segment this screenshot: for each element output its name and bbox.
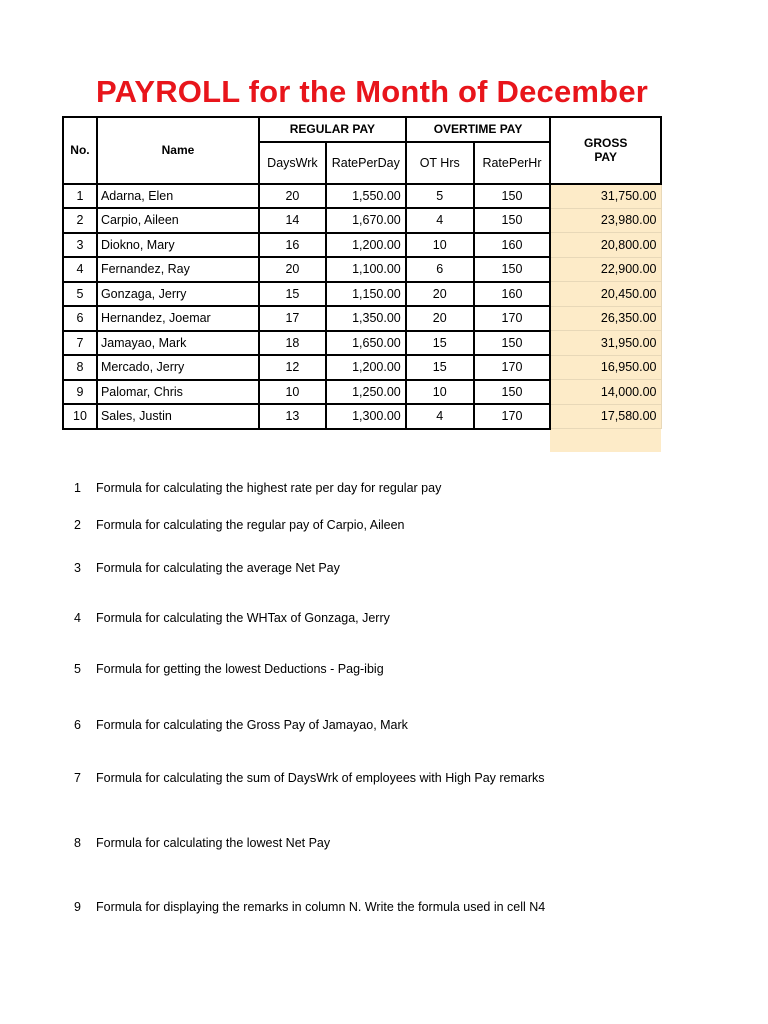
- row-ot-hrs: 10: [406, 233, 474, 258]
- header-rate-per-hr: RatePerHr: [474, 142, 551, 184]
- payroll-table: [62, 116, 662, 452]
- question-number: 6: [74, 718, 81, 732]
- header-ot-hrs: OT Hrs: [406, 142, 474, 184]
- table-row-empty: [63, 429, 661, 452]
- table-row: [63, 184, 661, 209]
- row-name: Hernandez, Joemar: [97, 306, 259, 331]
- row-ot-hrs: 4: [406, 208, 474, 233]
- row-rate-per-day: 1,350.00: [326, 306, 406, 331]
- row-rate-per-hr: 150: [474, 257, 551, 282]
- header-name: Name: [97, 117, 259, 184]
- question-text: Formula for calculating the WHTax of Gonzaga, Jerry: [96, 611, 390, 625]
- row-ot-hrs: 15: [406, 331, 474, 356]
- table-row: [63, 404, 661, 429]
- header-gross-pay: [550, 117, 661, 184]
- row-rate-per-hr: 170: [474, 355, 551, 380]
- row-rate-per-day: 1,200.00: [326, 355, 406, 380]
- question-number: 7: [74, 771, 81, 785]
- row-gross-pay: 17,580.00: [550, 404, 661, 429]
- question-number: 8: [74, 836, 81, 850]
- table-row: [63, 282, 661, 307]
- question-text: Formula for calculating the sum of DaysWrk of employees with High Pay remarks: [96, 771, 545, 785]
- row-name: Sales, Justin: [97, 404, 259, 429]
- row-no: 6: [63, 306, 97, 331]
- row-rate-per-day: 1,650.00: [326, 331, 406, 356]
- question-number: 2: [74, 518, 81, 532]
- empty-cell: [97, 429, 259, 452]
- row-gross-pay: 14,000.00: [550, 380, 661, 405]
- row-days-wrk: 20: [259, 184, 326, 209]
- row-days-wrk: 10: [259, 380, 326, 405]
- row-ot-hrs: 20: [406, 306, 474, 331]
- question-text: Formula for displaying the remarks in column N. Write the formula used in cell N4: [96, 900, 546, 914]
- row-rate-per-day: 1,200.00: [326, 233, 406, 258]
- row-rate-per-hr: 150: [474, 184, 551, 209]
- table-row: [63, 208, 661, 233]
- question-text: Formula for calculating the regular pay of Carpio, Aileen: [96, 518, 405, 532]
- row-rate-per-hr: 170: [474, 404, 551, 429]
- row-ot-hrs: 20: [406, 282, 474, 307]
- row-gross-pay: 20,450.00: [550, 282, 661, 307]
- table-row: [63, 380, 661, 405]
- row-no: 9: [63, 380, 97, 405]
- row-no: 8: [63, 355, 97, 380]
- row-rate-per-day: 1,300.00: [326, 404, 406, 429]
- header-no: No.: [63, 117, 97, 184]
- row-rate-per-hr: 150: [474, 208, 551, 233]
- question-text: Formula for getting the lowest Deductions - Pag-ibig: [96, 662, 384, 676]
- row-name: Jamayao, Mark: [97, 331, 259, 356]
- row-rate-per-day: 1,100.00: [326, 257, 406, 282]
- question-text: Formula for calculating the average Net Pay: [96, 561, 340, 575]
- row-no: 10: [63, 404, 97, 429]
- header-days-wrk: DaysWrk: [259, 142, 326, 184]
- row-rate-per-day: 1,550.00: [326, 184, 406, 209]
- row-name: Gonzaga, Jerry: [97, 282, 259, 307]
- row-rate-per-hr: 150: [474, 380, 551, 405]
- table-row: [63, 331, 661, 356]
- empty-cell: [259, 429, 326, 452]
- header-rate-per-day: RatePerDay: [326, 142, 406, 184]
- question-number: 4: [74, 611, 81, 625]
- row-name: Fernandez, Ray: [97, 257, 259, 282]
- gross-total-cell: [550, 429, 661, 452]
- question-number: 3: [74, 561, 81, 575]
- empty-cell: [63, 429, 97, 452]
- header-overtime-pay: OVERTIME PAY: [406, 117, 551, 142]
- row-gross-pay: 26,350.00: [550, 306, 661, 331]
- question-number: 9: [74, 900, 81, 914]
- row-gross-pay: 16,950.00: [550, 355, 661, 380]
- row-no: 5: [63, 282, 97, 307]
- row-ot-hrs: 10: [406, 380, 474, 405]
- row-gross-pay: 22,900.00: [550, 257, 661, 282]
- question-text: Formula for calculating the lowest Net Pay: [96, 836, 331, 850]
- empty-cell: [326, 429, 406, 452]
- table-row: [63, 355, 661, 380]
- row-name: Adarna, Elen: [97, 184, 259, 209]
- row-rate-per-hr: 160: [474, 282, 551, 307]
- row-name: Mercado, Jerry: [97, 355, 259, 380]
- row-days-wrk: 17: [259, 306, 326, 331]
- row-name: Palomar, Chris: [97, 380, 259, 405]
- row-rate-per-hr: 160: [474, 233, 551, 258]
- row-days-wrk: 12: [259, 355, 326, 380]
- row-rate-per-hr: 150: [474, 331, 551, 356]
- row-days-wrk: 16: [259, 233, 326, 258]
- question-number: 1: [74, 481, 81, 495]
- payroll-rows: [63, 184, 661, 452]
- header-regular-pay: REGULAR PAY: [259, 117, 406, 142]
- row-ot-hrs: 5: [406, 184, 474, 209]
- question-text: Formula for calculating the highest rate per day for regular pay: [96, 481, 442, 495]
- table-row: [63, 233, 661, 258]
- row-name: Carpio, Aileen: [97, 208, 259, 233]
- row-gross-pay: 31,950.00: [550, 331, 661, 356]
- row-days-wrk: 18: [259, 331, 326, 356]
- row-ot-hrs: 4: [406, 404, 474, 429]
- row-rate-per-day: 1,250.00: [326, 380, 406, 405]
- row-name: Diokno, Mary: [97, 233, 259, 258]
- row-no: 3: [63, 233, 97, 258]
- question-text: Formula for calculating the Gross Pay of Jamayao, Mark: [96, 718, 408, 732]
- row-days-wrk: 14: [259, 208, 326, 233]
- question-number: 5: [74, 662, 81, 676]
- row-rate-per-day: 1,670.00: [326, 208, 406, 233]
- row-days-wrk: 13: [259, 404, 326, 429]
- row-gross-pay: 23,980.00: [550, 208, 661, 233]
- row-days-wrk: 15: [259, 282, 326, 307]
- row-days-wrk: 20: [259, 257, 326, 282]
- row-no: 4: [63, 257, 97, 282]
- empty-cell: [406, 429, 474, 452]
- row-rate-per-hr: 170: [474, 306, 551, 331]
- header-gross-pay-label: GROSS PAY: [583, 136, 628, 165]
- row-gross-pay: 20,800.00: [550, 233, 661, 258]
- payroll-table-viewport: [62, 116, 657, 446]
- row-no: 2: [63, 208, 97, 233]
- row-rate-per-day: 1,150.00: [326, 282, 406, 307]
- table-row: [63, 257, 661, 282]
- table-row: [63, 306, 661, 331]
- empty-cell: [474, 429, 551, 452]
- row-gross-pay: 31,750.00: [550, 184, 661, 209]
- row-no: 1: [63, 184, 97, 209]
- row-ot-hrs: 15: [406, 355, 474, 380]
- page-title: PAYROLL for the Month of December: [96, 74, 649, 109]
- row-no: 7: [63, 331, 97, 356]
- row-ot-hrs: 6: [406, 257, 474, 282]
